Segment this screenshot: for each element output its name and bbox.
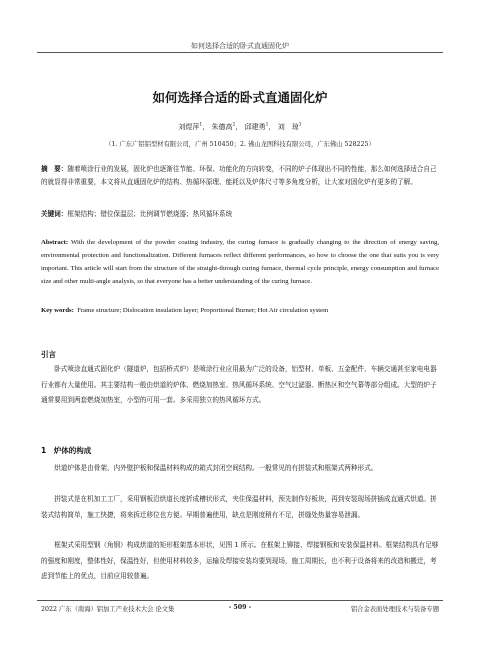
abstract-en-text: With the development of the powder coating industry, the curing furnace is gradually changing to the direction of energy saving, environmental protection and functionalization. Different furnaces reflect different performances, so how to choose the one that suits you is very important. This article will start from the structure of the straight-through curing furnace, thermal cycle principle, energy consumption and furnace size and other multi-angle analysis, so that everyone has a better understanding of the curing furnace. [41, 239, 439, 285]
page-number: - 509 - [228, 604, 252, 611]
keywords-en-label: Key words: [41, 307, 74, 314]
body-paragraph: 卧式喷涂直通式固化炉（隧道炉，包括桥式炉）是喷涂行业应用最为广泛的设备，铝型材、单板、五金配件、车辆交通甚至家电电器行业都有大量使用。其主要结构一般由烘道的炉体、燃烧加热室、热风循环系统、空气过滤器、断热区和空气幕等部分组成。大型的炉子通常要用到两套燃烧加热室，小型的可用一套。多采用独立的热风循环方式。 [41, 365, 437, 405]
footer-topic: 铝合金表面处理技术与装备专题 [350, 606, 439, 613]
author-affil-mark: 2 [232, 122, 236, 128]
author-name: 朱德高 [211, 123, 233, 131]
footer-proceedings: 2022 广东（南海）铝加工产业技术大会 论文集 [41, 606, 175, 613]
abstract-zh-label: 摘 要： [41, 165, 68, 173]
keywords-zh [41, 208, 439, 221]
section-heading-1: 1 炉体的构成 [41, 446, 92, 455]
keywords-zh-label: 关键词： [41, 210, 68, 218]
running-head: 如何选择合适的卧式直通固化炉 [191, 42, 289, 50]
author-affil-mark: 1 [298, 122, 302, 128]
author-name: 刘 琼 [277, 123, 299, 131]
author-list: 刘煜萍$^1$， 朱德高$^2$， 邱建勇$^1$， 刘 琼$^1$ [178, 122, 302, 131]
footer-rule [37, 600, 443, 601]
abstract-en [41, 236, 439, 288]
keywords-en-text: Frame structure; Dislocation insulation layer; Proportional Burner; Hot Air circulation system [77, 307, 329, 314]
abstract-zh [41, 163, 439, 189]
header-rule [37, 52, 443, 53]
paper-title: 如何选择合适的卧式直通固化炉 [152, 90, 328, 105]
author-name: 刘煜萍 [178, 123, 200, 131]
author-name: 邱建勇 [244, 123, 266, 131]
abstract-en-label: Abstract: [41, 239, 69, 246]
body-paragraph: 烘道炉体是由骨架、内外壁护板和保温材料构成的箱式封闭空间结构。一般常见的有拼装式和框架式两种形式。 [54, 464, 378, 472]
author-affil-mark: 1 [265, 122, 269, 128]
body-paragraph: 框架式采用型钢（角钢）构成烘道的矩形框架基本形状，见图 1 所示。在框架上铆接、焊接钢板和安装保温材料。框架结构具有足够的强度和刚度，整体性好，保温性好，但使用材料较多，运输及焊接安装均要到现场，施工周期长，也不利于设备将来的改造和搬迁，考虑到节能上的优点，目前应用较普遍。 [41, 541, 439, 581]
abstract-zh-text: 随着喷涂行业的发展，固化炉也逐渐往节能、环保、功能化的方向转变，不同的炉子体现出不同的性能，那么如何选择适合自己的就显得非常重要，本文将从直通固化炉的结构、热循环原理、能耗以及炉体尺寸等多角度分析，让大家对固化炉有更多的了解。 [41, 165, 437, 186]
author-affil-mark: 1 [199, 122, 203, 128]
body-paragraph: 拼装式是在机加工工厂，采用钢板沿烘道长度折成槽状形式，夹住保温材料，预先制作好板块，再到安装现场拼插成直通式烘道。拼装式结构简单，施工快捷，将来拆迁移位也方便。早期普遍使用，缺点是刚度稍有不足，拼缝处热量容易泄漏。 [41, 495, 437, 519]
keywords-en [41, 304, 439, 317]
affiliation: （1. 广东广铝铝型材有限公司，广州 510450；2. 佛山龙图科技有限公司，广东佛山 528225） [105, 141, 375, 148]
keywords-zh-text: 框架结构；错位保温层；比例调节燃烧器；热风循环系统 [67, 210, 233, 218]
section-heading-intro: 引言 [41, 350, 56, 359]
